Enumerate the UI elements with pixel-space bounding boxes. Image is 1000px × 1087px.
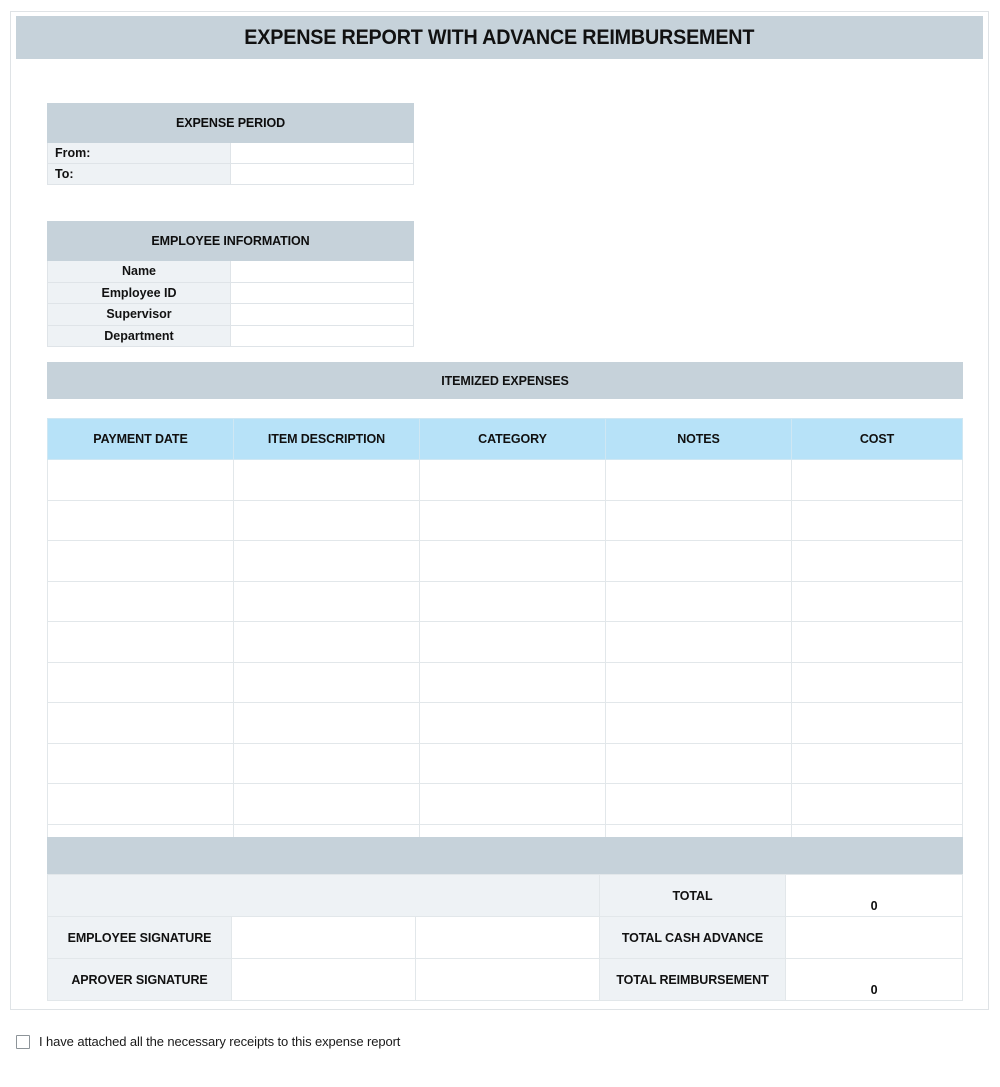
expense-cell[interactable] [420, 662, 606, 703]
totals-spacer-band [47, 837, 963, 874]
expense-cell[interactable] [792, 460, 963, 501]
expense-cell[interactable] [48, 500, 234, 541]
expense-cell[interactable] [420, 581, 606, 622]
employee-signature-field[interactable] [232, 917, 416, 959]
expense-period-to-input[interactable] [231, 164, 414, 185]
expense-cell[interactable] [792, 784, 963, 825]
table-row [48, 917, 963, 959]
itemized-expenses-heading: ITEMIZED EXPENSES [47, 362, 963, 399]
expense-cell[interactable] [606, 581, 792, 622]
table-header-row [48, 419, 963, 460]
expense-cell[interactable] [420, 784, 606, 825]
totals-table [47, 874, 963, 1001]
expense-period-from-label: From: [48, 143, 231, 164]
expense-cell[interactable] [792, 743, 963, 784]
expense-cell[interactable] [48, 784, 234, 825]
department-input[interactable] [231, 325, 414, 347]
expense-cell[interactable] [234, 460, 420, 501]
expense-period-heading: EXPENSE PERIOD [48, 104, 414, 143]
expense-cell[interactable] [48, 460, 234, 501]
department-label: Department [48, 325, 231, 347]
expense-cell[interactable] [234, 622, 420, 663]
table-row [48, 703, 963, 744]
supervisor-label: Supervisor [48, 304, 231, 326]
total-cash-advance-value[interactable] [786, 917, 963, 959]
employee-information-heading: EMPLOYEE INFORMATION [48, 222, 414, 261]
employee-signature-label: EMPLOYEE SIGNATURE [48, 917, 232, 959]
employee-id-input[interactable] [231, 282, 414, 304]
approver-signature-field[interactable] [232, 959, 416, 1001]
expense-cell[interactable] [792, 581, 963, 622]
table-row [48, 222, 414, 261]
expense-cell[interactable] [420, 622, 606, 663]
column-header-category: CATEGORY [420, 419, 606, 460]
expense-cell[interactable] [606, 743, 792, 784]
expense-cell[interactable] [606, 703, 792, 744]
table-row [48, 581, 963, 622]
employee-name-label: Name [48, 261, 231, 283]
table-row [48, 261, 414, 283]
document-card [10, 11, 989, 1010]
table-row [48, 875, 963, 917]
column-header-notes: NOTES [606, 419, 792, 460]
expense-cell[interactable] [234, 703, 420, 744]
expense-cell[interactable] [48, 703, 234, 744]
expense-cell[interactable] [48, 581, 234, 622]
supervisor-input[interactable] [231, 304, 414, 326]
table-row [48, 784, 963, 825]
approver-signature-extra-cell [416, 959, 600, 1001]
table-row [48, 622, 963, 663]
total-cash-advance-label: TOTAL CASH ADVANCE [600, 917, 786, 959]
expense-cell[interactable] [234, 581, 420, 622]
table-row [48, 460, 963, 501]
approver-signature-label: APROVER SIGNATURE [48, 959, 232, 1001]
expense-cell[interactable] [420, 500, 606, 541]
expense-cell[interactable] [420, 743, 606, 784]
page-title: EXPENSE REPORT WITH ADVANCE REIMBURSEMENT [244, 25, 755, 49]
employee-name-input[interactable] [231, 261, 414, 283]
itemized-expenses-table [47, 418, 963, 865]
expense-cell[interactable] [48, 541, 234, 582]
expense-cell[interactable] [420, 460, 606, 501]
expense-period-table [47, 103, 414, 185]
expense-cell[interactable] [48, 622, 234, 663]
expense-cell[interactable] [234, 541, 420, 582]
table-row [48, 541, 963, 582]
table-row [48, 104, 414, 143]
expense-cell[interactable] [792, 622, 963, 663]
expense-cell[interactable] [792, 541, 963, 582]
document-title-bar [16, 16, 983, 59]
expense-cell[interactable] [234, 662, 420, 703]
expense-period-to-label: To: [48, 164, 231, 185]
itemized-expenses-body [48, 460, 963, 865]
expense-cell[interactable] [48, 743, 234, 784]
expense-cell[interactable] [420, 541, 606, 582]
expense-cell[interactable] [420, 703, 606, 744]
employee-signature-extra-cell [416, 917, 600, 959]
expense-cell[interactable] [792, 662, 963, 703]
table-row [48, 500, 963, 541]
receipts-attached-checkbox[interactable] [16, 1035, 30, 1049]
table-row [48, 143, 414, 164]
expense-cell[interactable] [234, 500, 420, 541]
expense-cell[interactable] [234, 784, 420, 825]
expense-period-from-input[interactable] [231, 143, 414, 164]
receipts-attached-row[interactable] [16, 1034, 400, 1049]
expense-cell[interactable] [792, 703, 963, 744]
total-value: 0 [786, 875, 963, 917]
table-row [48, 282, 414, 304]
employee-information-table [47, 221, 414, 347]
total-label: TOTAL [600, 875, 786, 917]
table-row [48, 959, 963, 1001]
expense-cell[interactable] [234, 743, 420, 784]
total-reimbursement-value: 0 [786, 959, 963, 1001]
column-header-cost: COST [792, 419, 963, 460]
expense-cell[interactable] [606, 784, 792, 825]
expense-cell[interactable] [606, 622, 792, 663]
table-row [48, 662, 963, 703]
table-row [48, 325, 414, 347]
expense-cell[interactable] [606, 460, 792, 501]
column-header-item-description: ITEM DESCRIPTION [234, 419, 420, 460]
expense-cell[interactable] [606, 500, 792, 541]
receipts-attached-label: I have attached all the necessary receipts to this expense report [39, 1034, 401, 1049]
column-header-payment-date: PAYMENT DATE [48, 419, 234, 460]
expense-cell[interactable] [792, 500, 963, 541]
totals-filler-cell [48, 875, 600, 917]
total-reimbursement-label: TOTAL REIMBURSEMENT [600, 959, 786, 1001]
expense-cell[interactable] [606, 541, 792, 582]
table-row [48, 304, 414, 326]
employee-id-label: Employee ID [48, 282, 231, 304]
table-row [48, 743, 963, 784]
expense-cell[interactable] [606, 662, 792, 703]
table-row [48, 164, 414, 185]
expense-cell[interactable] [48, 662, 234, 703]
